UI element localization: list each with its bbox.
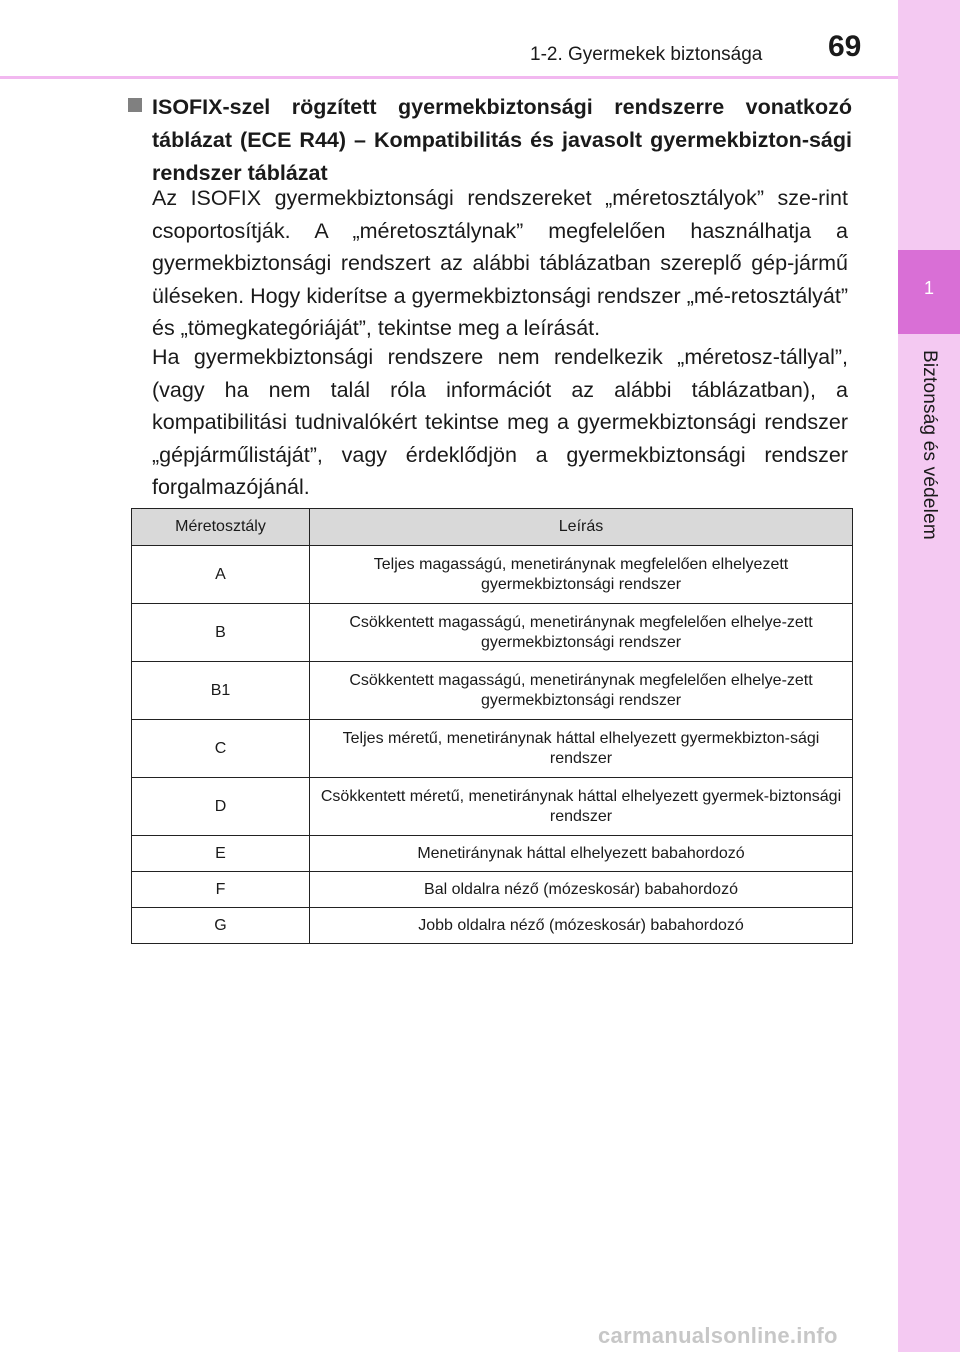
table-cell-description: Jobb oldalra néző (mózeskosár) babahordozó <box>310 908 853 944</box>
table-cell-description: Csökkentett méretű, menetiránynak háttal elhelyezett gyermek-biztonsági rendszer <box>310 778 853 836</box>
table-cell-class: B1 <box>132 662 310 720</box>
table-cell-class: G <box>132 908 310 944</box>
table-row <box>132 546 853 604</box>
paragraph-size-classes: Az ISOFIX gyermekbiztonsági rendszereket „méretosztályok” sze-rint csoportosítják. A „méretosztálynak” megfelelően használhatja a gyermekbiztonsági rendszert az alábbi táblázatban szereplő gép-jármű üléseken. Hogy kiderítse a gyermekbiztonsági rendszer „mé-retosztályát” és „tömegkategóriáját”, tekintse meg a leírását. <box>152 186 848 340</box>
table-cell-class: C <box>132 720 310 778</box>
side-tab-chapter-label: Biztonság és védelem <box>919 350 940 540</box>
square-bullet-icon <box>128 98 142 112</box>
side-tab-chapter-number: 1 <box>923 278 934 298</box>
table-row <box>132 908 853 944</box>
watermark: carmanualsonline.info <box>598 1323 838 1348</box>
table-cell-description: Menetiránynak háttal elhelyezett babahordozó <box>310 836 853 872</box>
table-cell-class: B <box>132 604 310 662</box>
table-row <box>132 720 853 778</box>
table-row <box>132 778 853 836</box>
table-cell-class: F <box>132 872 310 908</box>
table-row <box>132 662 853 720</box>
table-row <box>132 836 853 872</box>
table-header-description: Leírás <box>310 509 853 546</box>
table-cell-description: Csökkentett magasságú, menetiránynak megfelelően elhelye-zett gyermekbiztonsági rendszer <box>310 604 853 662</box>
table-cell-description: Teljes méretű, menetiránynak háttal elhelyezett gyermekbizton-sági rendszer <box>310 720 853 778</box>
table-cell-class: A <box>132 546 310 604</box>
paragraph-compatibility: Ha gyermekbiztonsági rendszere nem rendelkezik „méretosz-tállyal”, (vagy ha nem talál róla információt az alábbi táblázatban), a kompatibilitási tudnivalókért tekintse meg a gyermekbiztonsági rendszer „gépjárműlistáját”, vagy érdeklődjön a gyermekbiztonsági rendszer forgalmazójánál. <box>152 345 848 499</box>
page-number: 69 <box>828 30 862 63</box>
table-header-class: Méretosztály <box>132 509 310 546</box>
table-cell-class: D <box>132 778 310 836</box>
table-header-row <box>132 509 853 546</box>
table-cell-description: Teljes magasságú, menetiránynak megfelelően elhelyezett gyermekbiztonsági rendszer <box>310 546 853 604</box>
table-row <box>132 872 853 908</box>
table-cell-class: E <box>132 836 310 872</box>
table-cell-description: Csökkentett magasságú, menetiránynak megfelelően elhelye-zett gyermekbiztonsági rendszer <box>310 662 853 720</box>
section-title: 1-2. Gyermekek biztonsága <box>530 44 763 65</box>
header-divider <box>0 76 898 79</box>
table-row <box>132 604 853 662</box>
size-class-table <box>131 508 853 944</box>
side-tab <box>898 0 960 1352</box>
table-cell-description: Bal oldalra néző (mózeskosár) babahordozó <box>310 872 853 908</box>
section-heading: ISOFIX-szel rögzített gyermekbiztonsági rendszerre vonatkozó táblázat (ECE R44) – Kompatibilitás és javasolt gyermekbizton-sági rendszer táblázat <box>152 95 852 185</box>
